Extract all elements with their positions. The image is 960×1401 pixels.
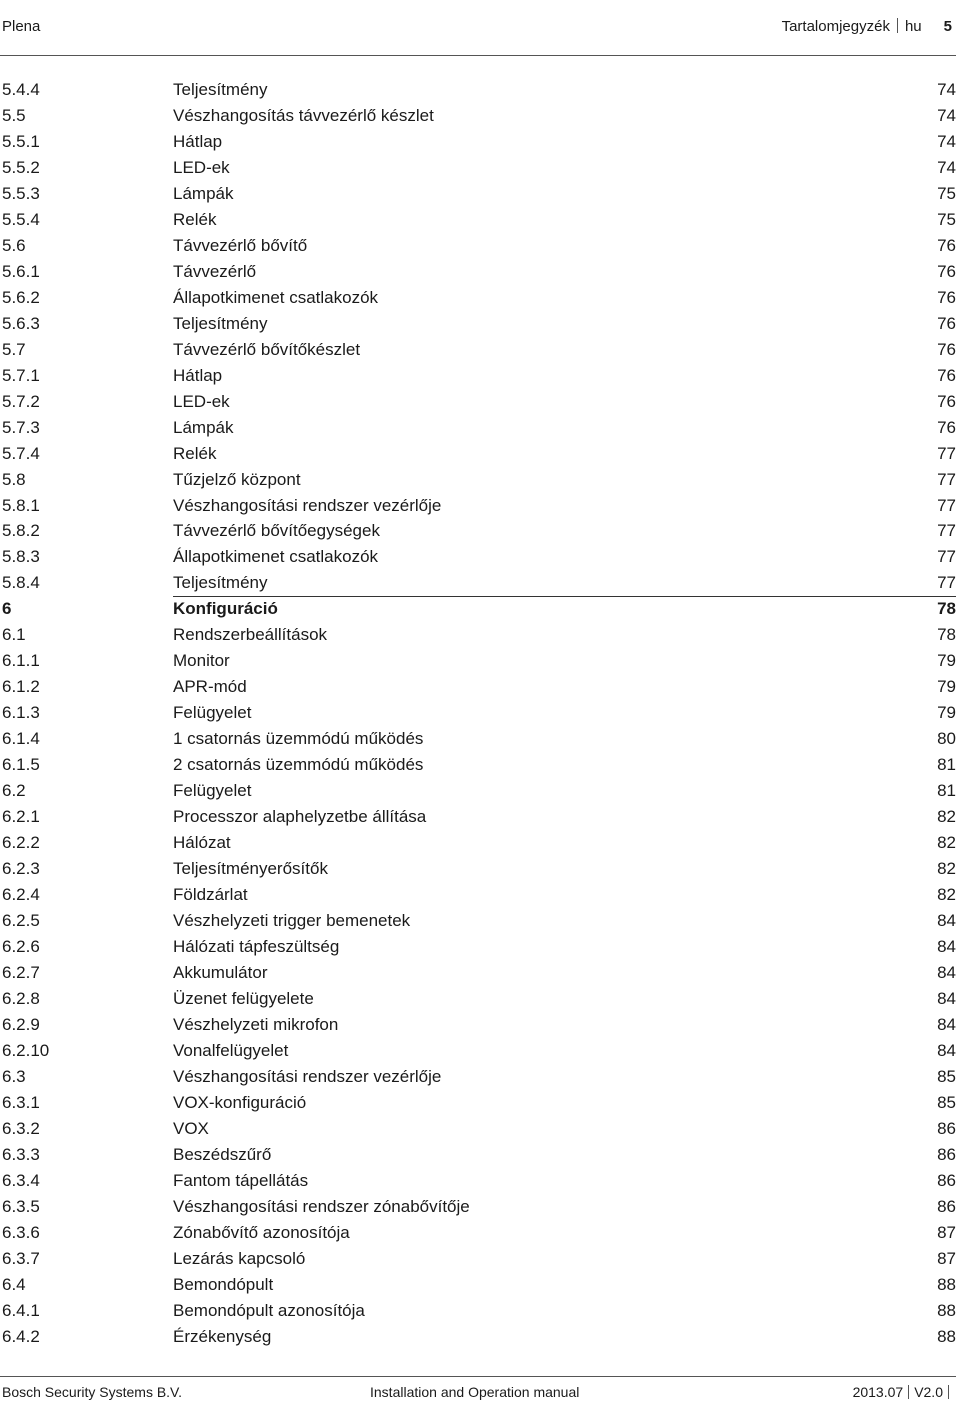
toc-row[interactable] (0, 311, 956, 337)
toc-number: 6.2.5 (2, 911, 40, 930)
toc-number: 6.3.4 (2, 1170, 40, 1190)
toc-title: Vészhangosítás távvezérlő készlet (173, 105, 434, 125)
toc-number: 5.8.1 (2, 495, 40, 515)
toc-page: 76 (937, 287, 956, 307)
toc-title: Beszédszűrő (173, 1144, 272, 1164)
toc-page: 79 (937, 677, 956, 697)
toc-page: 86 (937, 1118, 956, 1138)
toc-title: VOX (173, 1118, 209, 1138)
toc-title: Távvezérlő bővítő (173, 235, 308, 255)
toc-page: 84 (937, 1014, 956, 1034)
toc-title: Vészhangosítási rendszer vezérlője (173, 495, 442, 515)
toc-row[interactable] (0, 363, 956, 389)
toc-page: 84 (937, 988, 956, 1008)
toc-page: 74 (937, 105, 956, 125)
toc-number: 6.2.6 (2, 936, 40, 956)
toc-title: Távvezérlő (173, 261, 257, 281)
toc-page: 76 (937, 339, 956, 359)
toc-page: 82 (937, 885, 956, 905)
toc-title: Zónabővítő azonosítója (173, 1222, 350, 1242)
toc-number: 5.6.2 (2, 287, 40, 307)
toc-page: 76 (937, 313, 956, 333)
toc-page: 88 (937, 1274, 956, 1294)
toc-number: 6.2.4 (2, 885, 40, 905)
toc-row[interactable] (0, 648, 956, 674)
toc-title: Teljesítmény (173, 313, 268, 333)
toc-page: 77 (937, 443, 956, 463)
toc-number: 5.7.1 (2, 365, 40, 385)
toc-number: 6 (2, 599, 12, 619)
toc-title: Állapotkimenet csatlakozók (173, 547, 379, 567)
toc-page: 86 (937, 1144, 956, 1164)
toc-number: 5.7.2 (2, 391, 40, 411)
document-name: Installation and Operation manual (370, 1384, 580, 1400)
toc-row[interactable] (0, 389, 956, 415)
language-code: hu (904, 18, 922, 35)
toc-row[interactable] (0, 441, 956, 467)
toc-title: 1 csatornás üzemmódú működés (173, 729, 424, 749)
toc-chapter-row[interactable] (0, 596, 956, 622)
footer-right (853, 1384, 954, 1400)
toc-page: 74 (937, 80, 956, 99)
toc-number: 6.1 (2, 625, 26, 645)
toc-number: 6.3.3 (2, 1144, 40, 1164)
toc-number: 6.2 (2, 781, 26, 801)
page-number: 5 (943, 18, 952, 35)
toc-number: 5.6.3 (2, 313, 40, 333)
toc-number: 6.1.2 (2, 677, 40, 697)
toc-page: 85 (937, 1092, 956, 1112)
toc-title: Relék (173, 209, 217, 229)
toc-row[interactable] (0, 207, 956, 233)
toc-title: Távvezérlő bővítőkészlet (173, 339, 361, 359)
toc-page: 74 (937, 157, 956, 177)
toc-page: 76 (937, 365, 956, 385)
toc-row[interactable] (0, 467, 956, 493)
toc-page: 74 (937, 131, 956, 151)
toc-row[interactable] (0, 882, 956, 908)
toc-page: 82 (937, 859, 956, 879)
toc-title: Processzor alaphelyzetbe állítása (173, 807, 427, 827)
toc-page: 76 (937, 261, 956, 281)
toc-number: 6.1.3 (2, 703, 40, 723)
toc-title: Rendszerbeállítások (173, 625, 328, 645)
toc-row[interactable] (0, 1038, 956, 1064)
toc-row[interactable] (0, 259, 956, 285)
toc-row[interactable] (0, 726, 956, 752)
toc-number: 5.8.3 (2, 547, 40, 567)
toc-page: 78 (937, 599, 956, 619)
toc-number: 5.7.3 (2, 417, 40, 437)
toc-page: 80 (937, 729, 956, 749)
toc-row[interactable] (0, 960, 956, 986)
toc-row[interactable] (0, 544, 956, 570)
toc-number: 6.4.1 (2, 1300, 40, 1320)
toc-row[interactable] (0, 1246, 956, 1272)
toc-page: 77 (937, 547, 956, 567)
toc-row[interactable] (0, 986, 956, 1012)
toc-row[interactable] (0, 1220, 956, 1246)
toc-row[interactable] (0, 233, 956, 259)
toc-title: Hátlap (173, 131, 223, 151)
toc-number: 6.3.1 (2, 1092, 40, 1112)
toc-row[interactable] (0, 1272, 956, 1298)
toc-title: Relék (173, 443, 217, 463)
toc-number: 5.5.3 (2, 183, 40, 203)
toc-page: 77 (937, 495, 956, 515)
toc-title: Tűzjelző központ (173, 469, 301, 489)
divider (948, 1385, 949, 1399)
toc-title: Hálózati tápfeszültség (173, 936, 340, 956)
divider (897, 18, 898, 33)
toc-row[interactable] (0, 1168, 956, 1194)
page-header (0, 0, 956, 56)
toc-number: 6.2.10 (2, 1040, 50, 1060)
toc-page: 75 (937, 209, 956, 229)
toc-title: Lámpák (173, 183, 234, 203)
doc-title: Plena (2, 18, 41, 35)
toc-title: Bemondópult (173, 1274, 274, 1294)
toc-number: 6.2.2 (2, 833, 40, 853)
toc-page: 88 (937, 1300, 956, 1320)
toc-number: 5.6 (2, 235, 26, 255)
toc-number: 5.7.4 (2, 443, 40, 463)
toc-page: 79 (937, 651, 956, 671)
toc-row[interactable] (0, 415, 956, 441)
toc-number: 6.2.9 (2, 1014, 40, 1034)
toc-row[interactable] (0, 77, 956, 103)
page-footer (0, 1376, 956, 1401)
toc-title: Hálózat (173, 833, 231, 853)
toc-row[interactable] (0, 181, 956, 207)
toc-row[interactable] (0, 493, 956, 519)
toc-page: 77 (937, 521, 956, 541)
toc-title: Lámpák (173, 417, 234, 437)
toc-number: 6.2.8 (2, 988, 40, 1008)
toc-page: 79 (937, 703, 956, 723)
toc-number: 5.8.2 (2, 521, 40, 541)
toc-title: Felügyelet (173, 703, 252, 723)
toc-page: 87 (937, 1222, 956, 1242)
toc-title: Lezárás kapcsoló (173, 1248, 306, 1268)
toc-page: 76 (937, 235, 956, 255)
toc-title: Akkumulátor (173, 962, 268, 982)
toc-page: 84 (937, 911, 956, 930)
toc-number: 6.1.5 (2, 755, 40, 775)
toc-page: 88 (937, 1326, 956, 1346)
toc-title: Vonalfelügyelet (173, 1040, 289, 1060)
section-title: Tartalomjegyzék (781, 18, 890, 35)
toc-row[interactable] (0, 103, 956, 129)
toc-number: 6.3.5 (2, 1196, 40, 1216)
table-of-contents (0, 77, 956, 1349)
toc-row[interactable] (0, 285, 956, 311)
toc-page: 75 (937, 183, 956, 203)
toc-row[interactable] (0, 778, 956, 804)
toc-title: Konfiguráció (173, 599, 278, 619)
toc-page: 86 (937, 1196, 956, 1216)
toc-row[interactable] (0, 934, 956, 960)
toc-page: 85 (937, 1066, 956, 1086)
toc-title: LED-ek (173, 157, 230, 177)
toc-row[interactable] (0, 337, 956, 363)
toc-row[interactable] (0, 1324, 956, 1350)
toc-page: 84 (937, 1040, 956, 1060)
toc-number: 6.3.2 (2, 1118, 40, 1138)
version: V2.0 (914, 1384, 943, 1400)
toc-row[interactable] (0, 622, 956, 648)
toc-row[interactable] (0, 908, 956, 934)
toc-page: 84 (937, 962, 956, 982)
toc-row[interactable] (0, 674, 956, 700)
toc-title: Teljesítmény (173, 80, 268, 99)
toc-number: 6.4 (2, 1274, 26, 1294)
toc-title: Vészhelyzeti trigger bemenetek (173, 911, 411, 930)
toc-title: Vészhangosítási rendszer vezérlője (173, 1066, 442, 1086)
toc-number: 5.5.2 (2, 157, 40, 177)
toc-title: VOX-konfiguráció (173, 1092, 307, 1112)
toc-title: APR-mód (173, 677, 247, 697)
toc-page: 76 (937, 391, 956, 411)
toc-title: Vészhelyzeti mikrofon (173, 1014, 339, 1034)
toc-page: 81 (937, 781, 956, 801)
toc-row[interactable] (0, 700, 956, 726)
toc-number: 6.3.6 (2, 1222, 40, 1242)
toc-page: 82 (937, 807, 956, 827)
toc-row[interactable] (0, 1194, 956, 1220)
toc-page: 82 (937, 833, 956, 853)
toc-number: 6.3 (2, 1066, 26, 1086)
toc-row[interactable] (0, 804, 956, 830)
toc-title: Üzenet felügyelete (173, 988, 314, 1008)
toc-row[interactable] (0, 830, 956, 856)
toc-title: Monitor (173, 651, 230, 671)
toc-title: Teljesítmény (173, 573, 268, 593)
toc-title: Hátlap (173, 365, 223, 385)
toc-number: 6.1.1 (2, 651, 40, 671)
toc-row[interactable] (0, 1064, 956, 1090)
toc-title: 2 csatornás üzemmódú működés (173, 755, 424, 775)
toc-number: 6.3.7 (2, 1248, 40, 1268)
toc-page: 81 (937, 755, 956, 775)
toc-row[interactable] (0, 1012, 956, 1038)
toc-page: 86 (937, 1170, 956, 1190)
toc-page: 84 (937, 936, 956, 956)
toc-number: 5.7 (2, 339, 26, 359)
header-right (782, 18, 952, 35)
toc-number: 5.5 (2, 105, 26, 125)
toc-number: 6.2.1 (2, 807, 40, 827)
toc-row[interactable] (0, 1090, 956, 1116)
toc-number: 5.5.4 (2, 209, 40, 229)
toc-row[interactable] (0, 1298, 956, 1324)
toc-title: Bemondópult azonosítója (173, 1300, 365, 1320)
toc-number: 6.2.3 (2, 859, 40, 879)
toc-number: 6.4.2 (2, 1326, 40, 1346)
toc-row[interactable] (0, 129, 956, 155)
toc-row[interactable] (0, 752, 956, 778)
toc-row[interactable] (0, 518, 956, 544)
toc-number: 5.8.4 (2, 573, 40, 593)
toc-title: Felügyelet (173, 781, 252, 801)
date: 2013.07 (852, 1384, 904, 1400)
toc-number: 5.6.1 (2, 261, 40, 281)
toc-title: Érzékenység (173, 1326, 272, 1346)
toc-row[interactable] (0, 1116, 956, 1142)
toc-page: 76 (937, 417, 956, 437)
toc-title: Állapotkimenet csatlakozók (173, 287, 379, 307)
toc-number: 6.1.4 (2, 729, 40, 749)
toc-page: 78 (937, 625, 956, 645)
toc-page: 87 (937, 1248, 956, 1268)
toc-row[interactable] (0, 856, 956, 882)
toc-title: Vészhangosítási rendszer zónabővítője (173, 1196, 470, 1216)
toc-number: 5.4.4 (2, 80, 40, 99)
toc-row[interactable] (0, 155, 956, 181)
toc-title: Földzárlat (173, 885, 248, 905)
toc-number: 5.5.1 (2, 131, 40, 151)
company-name: Bosch Security Systems B.V. (2, 1384, 182, 1400)
divider (908, 1385, 909, 1399)
toc-number: 5.8 (2, 469, 26, 489)
toc-title: Fantom tápellátás (173, 1170, 309, 1190)
toc-row[interactable] (0, 570, 956, 596)
toc-number: 6.2.7 (2, 962, 40, 982)
toc-row[interactable] (0, 1142, 956, 1168)
toc-title: LED-ek (173, 391, 230, 411)
toc-title: Teljesítményerősítők (173, 859, 328, 879)
toc-page: 77 (937, 469, 956, 489)
toc-title: Távvezérlő bővítőegységek (173, 521, 380, 541)
toc-page: 77 (937, 573, 956, 593)
